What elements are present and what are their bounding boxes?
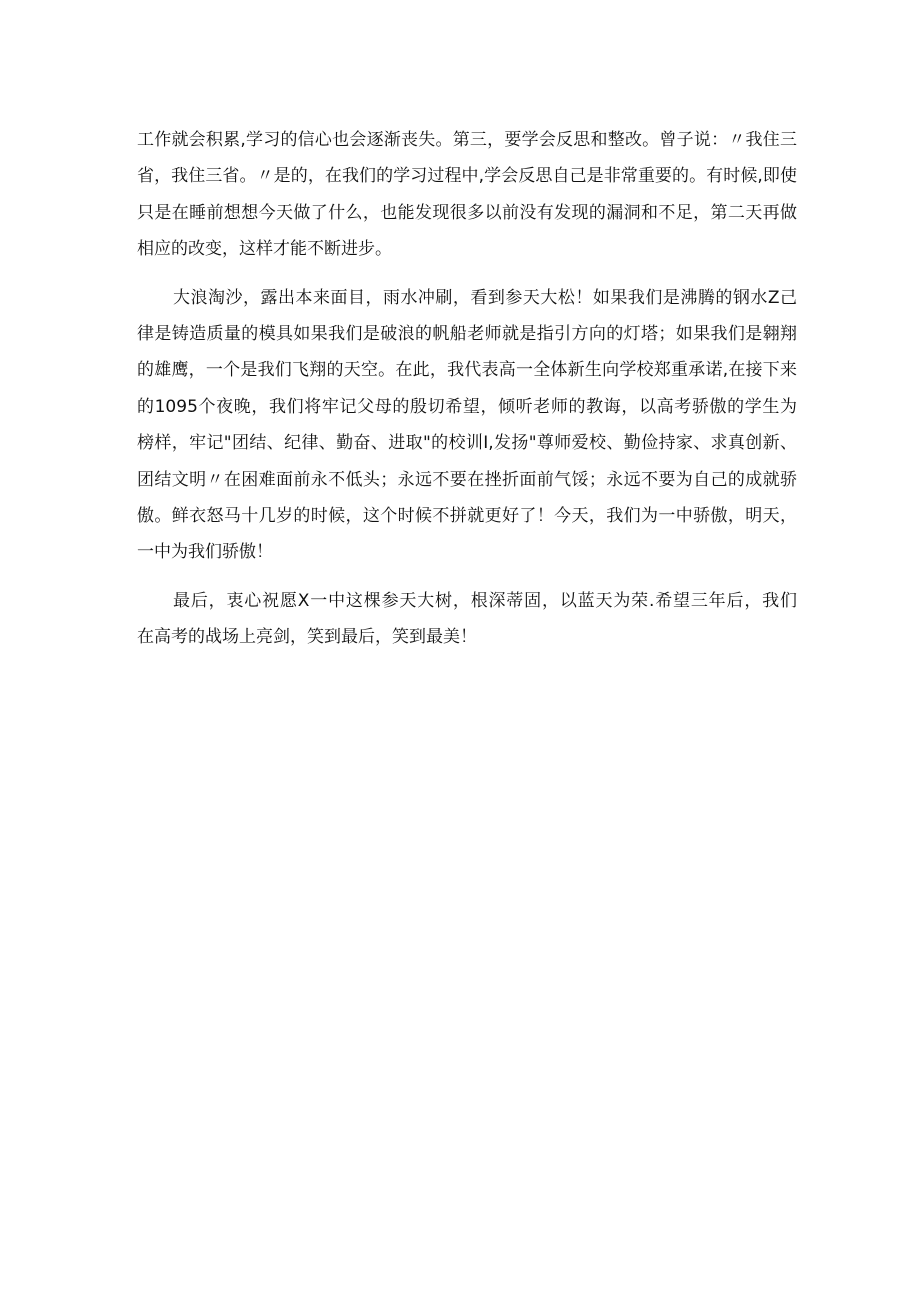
- paragraph-line: 榜样，牢记"团结、纪律、勤奋、进取"的校训I,发扬"尊师爱校、勤俭持家、求真创新、: [137, 433, 797, 454]
- paragraph-2: [137, 280, 797, 571]
- paragraph-3: [137, 583, 797, 656]
- paragraph-line: 工作就会积累,学习的信心也会逐渐丧失。第三，要学会反思和整改。曾子说：〃我住三: [137, 130, 797, 150]
- paragraph-line: 团结文明〃在困难面前永不低头；永远不要在挫折面前气馁；永远不要为自己的成就骄: [137, 469, 797, 490]
- paragraph-line: 最后，衷心祝愿X一中这棵参天大树，根深蒂固，以蓝天为荣.希望三年后，我们: [173, 590, 797, 611]
- document-body: [137, 122, 797, 655]
- paragraph-line: 大浪淘沙，露出本来面目，雨水冲刷，看到参天大松！如果我们是沸腾的钢水Z己: [173, 287, 797, 308]
- paragraph-line: 省，我住三省。〃是的，在我们的学习过程中,学会反思自己是非常重要的。有时候,即使: [137, 166, 797, 187]
- paragraph-line: 只是在睡前想想今天做了什么，也能发现很多以前没有发现的漏洞和不足，第二天再做: [137, 202, 797, 223]
- paragraph-line: 傲。鲜衣怒马十几岁的时候，这个时候不拼就更好了！今天，我们为一中骄傲，明天，: [137, 505, 797, 526]
- paragraph-spacer: [137, 268, 797, 280]
- paragraph-line: 的1095个夜晚，我们将牢记父母的殷切希望，倾听老师的教诲，以高考骄傲的学生为: [137, 396, 797, 417]
- paragraph-1: [137, 122, 797, 268]
- paragraph-line: 的雄鹰，一个是我们飞翔的天空。在此，我代表高一全体新生向学校郑重承诺,在接下来: [137, 360, 797, 381]
- paragraph-line: 律是铸造质量的模具如果我们是破浪的帆船老师就是指引方向的灯塔；如果我们是翱翔: [137, 323, 797, 344]
- paragraph-spacer: [137, 571, 797, 583]
- paragraph-line: 相应的改变，这样才能不断进步。: [137, 239, 392, 260]
- paragraph-line: 在高考的战场上亮剑，笑到最后，笑到最美！: [137, 627, 477, 648]
- paragraph-line: 一中为我们骄傲！: [137, 542, 273, 563]
